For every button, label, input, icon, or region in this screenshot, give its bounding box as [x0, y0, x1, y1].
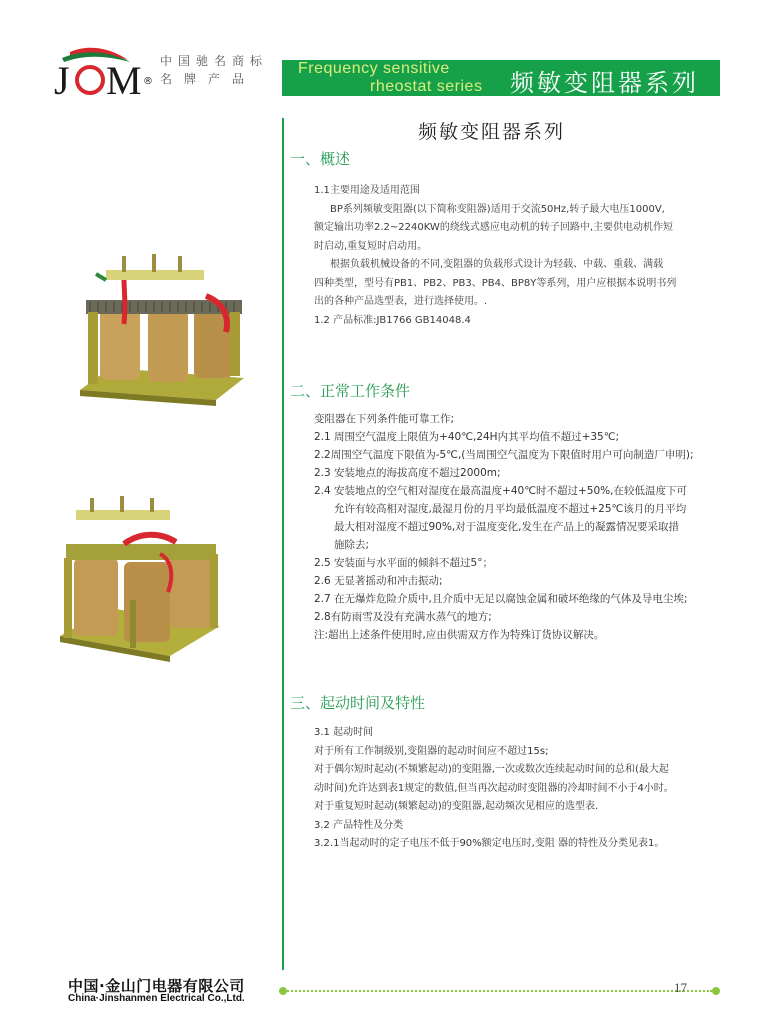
footer-company-en: China·Jinshanmen Electrical Co.,Ltd. [68, 993, 245, 1004]
section-heading-starting-time: 三、起动时间及特性 [290, 694, 426, 712]
text-line: 注:超出上述条件使用时,应由供需双方作为特殊订货协议解决。 [314, 629, 605, 641]
text-line: 对于重复短时起动(频繁起动)的变阻器,起动频次见相应的选型表. [314, 801, 599, 812]
svg-text:M: M [106, 58, 142, 103]
banner-title-cn: 频敏变阻器系列 [510, 69, 699, 97]
vertical-divider [282, 118, 284, 970]
footer-line-dot-right [712, 987, 720, 995]
text-line: 2.5 安装面与水平面的倾斜不超过5°； [314, 557, 493, 569]
text-line: 2.4 安装地点的空气相对湿度在最高温度+40℃时不超过+50%,在较低温度下可 [314, 485, 687, 497]
text-line: 3.2 产品特性及分类 [314, 819, 404, 831]
text-line: 1.1主要用途及适用范围 [314, 185, 420, 196]
text-line: 动时间)允许达到表1规定的数值,但当再次起动时变阻器的冷却时间不小于4小时。 [314, 782, 674, 794]
text-line: 3.1 起动时间 [314, 727, 374, 738]
rheostat-photo-2 [50, 496, 235, 666]
registered-mark: ® [143, 76, 153, 87]
footer-company-cn: 中国·金山门电器有限公司 [68, 977, 245, 995]
text-line: 根据负载机械设备的不同,变阻器的负载形式设计为轻载、中载、重载、满载 [330, 259, 664, 270]
brand-slogan [160, 52, 268, 88]
page-title: 频敏变阻器系列 [418, 121, 566, 143]
section-heading-overview: 一、概述 [290, 150, 351, 168]
text-line: 2.8有防雨雪及没有充满水蒸气的地方; [314, 611, 492, 623]
text-line: 四种类型，型号有PB1、PB2、PB3、PB4、BP8Y等系列，用户应根据本说明书列 [314, 277, 677, 289]
brand-line-2: 名牌产品 [160, 72, 257, 86]
text-line: 允许有较高相对湿度,最湿月份的月平均最低温度不超过+25℃该月的月平均 [334, 503, 687, 515]
text-line: 出的各种产品选型表，进行选择使用。. [314, 296, 488, 307]
text-line: 2.3 安装地点的海拔高度不超过2000m; [314, 467, 501, 479]
text-line: 施除去; [334, 539, 370, 551]
banner-title-en-line2: rheostat series [370, 78, 483, 95]
text-line: 额定输出功率2.2~2240KW的绕线式感应电动机的转子回路中,主要供电动机作短 [314, 222, 673, 233]
svg-text:J: J [54, 58, 68, 103]
page-number: 17 [674, 980, 687, 995]
section-starting-time-text [314, 724, 734, 854]
jsm-logo [50, 44, 160, 104]
text-line: 2.2周围空气温度下限值为-5℃,(当周围空气温度为下限值时用户可向制造厂申明); [314, 449, 694, 461]
text-line: 变阻器在下列条件能可靠工作; [314, 413, 455, 425]
text-line: 3.2.1当起动时的定子电压不低于90%额定电压时,变阻 器的特性及分类见表1。 [314, 838, 665, 849]
text-line: 1.2 产品标准:JB1766 GB14048.4 [314, 314, 471, 326]
text-line: 对于偶尔短时起动(不频繁起动)的变阻器,一次或数次连续起动时间的总和(最大起 [314, 764, 669, 775]
brand-line-1: 中国驰名商标 [160, 54, 269, 68]
text-line: 2.6 无显著摇动和冲击振动; [314, 575, 443, 587]
footer-dotted-line [284, 990, 712, 992]
text-line: 时启动,重复短时启动用。 [314, 240, 428, 252]
text-line: BP系列频敏变阻器(以下简称变阻器)适用于交流50Hz,转子最大电压1000V, [330, 203, 665, 215]
text-line: 对于所有工作制级别,变阻器的起动时间应不超过15s; [314, 745, 549, 757]
text-line: 2.7 在无爆炸危险介质中,且介质中无足以腐蚀金属和破坏绝缘的气体及导电尘埃; [314, 593, 688, 605]
section-working-conditions-text [314, 410, 744, 644]
section-heading-working-conditions: 二、正常工作条件 [290, 382, 411, 400]
banner-title-en-line1: Frequency sensitive [298, 60, 450, 77]
text-line: 最大相对湿度不超过90%,对于温度变化,发生在产品上的凝露情况要采取措 [334, 521, 680, 533]
text-line: 2.1 周围空气温度上限值为+40℃,24H内其平均值不超过+35℃; [314, 431, 620, 443]
section-overview-text [314, 182, 734, 330]
rheostat-photo-1 [66, 250, 256, 410]
